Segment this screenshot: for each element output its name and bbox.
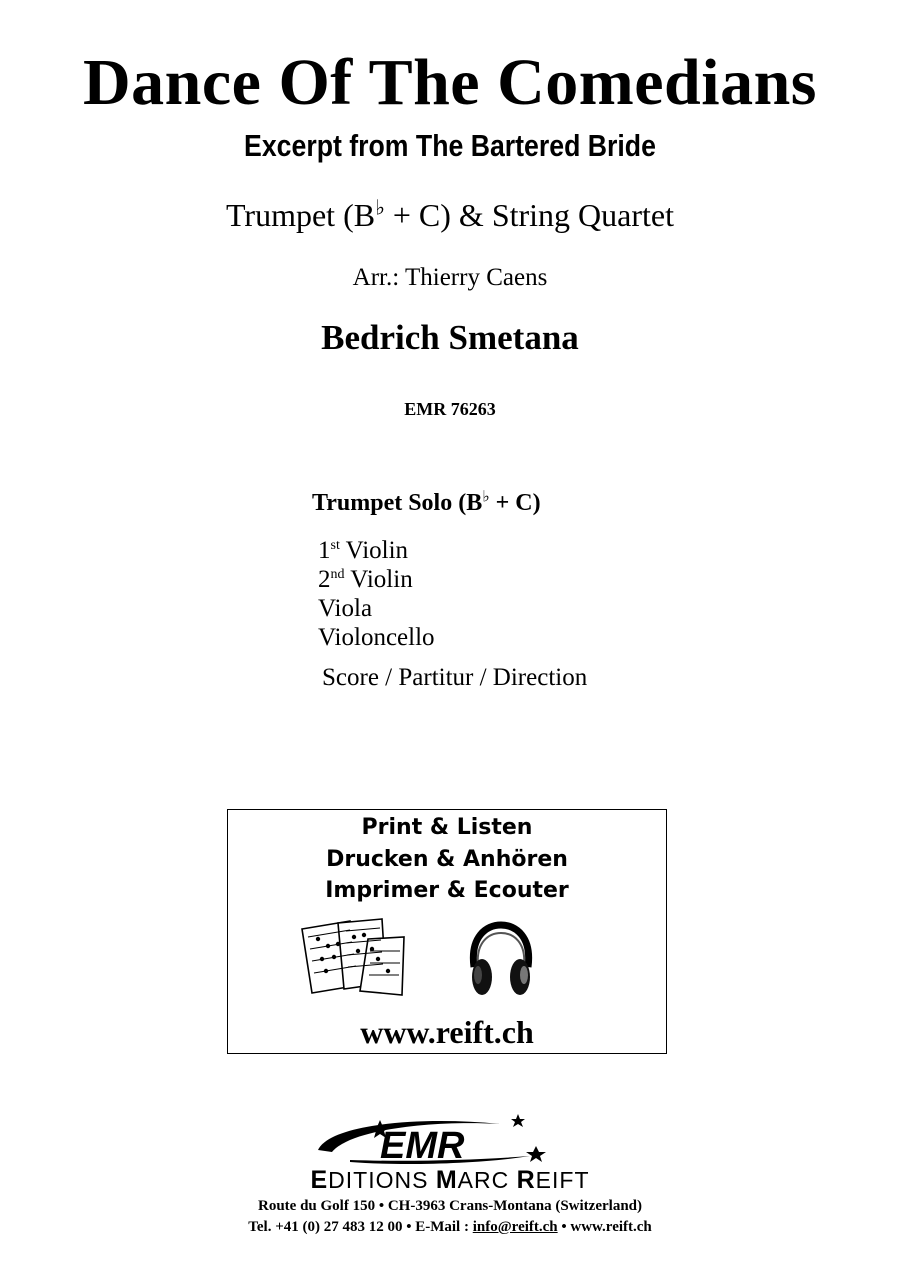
instrumentation-prefix: Trumpet (B: [226, 197, 376, 233]
publisher-web[interactable]: • www.reift.ch: [557, 1219, 652, 1235]
publisher-initial: R: [516, 1166, 536, 1194]
part-name: Violin: [344, 566, 413, 593]
emr-logo: [310, 1110, 550, 1166]
sheet-music-icon: [298, 915, 413, 997]
solo-prefix: Trumpet Solo (B: [312, 490, 483, 516]
publisher-tel: Tel. +41 (0) 27 483 12 00 • E-Mail :: [248, 1219, 473, 1235]
ordinal-suffix: nd: [330, 567, 345, 582]
instrumentation: [0, 196, 900, 233]
part-violin-1: [318, 536, 435, 565]
publisher-word: ARC: [457, 1167, 517, 1193]
flat-sign: ♭: [375, 196, 385, 220]
part-viola: Viola: [318, 595, 373, 622]
part-violin-2: [318, 565, 435, 594]
subtitle: Excerpt from The Bartered Bride: [244, 128, 656, 163]
publisher-initial: M: [435, 1166, 458, 1194]
print-listen-line-3: Imprimer & Ecouter: [325, 878, 569, 903]
part-number: 1: [318, 537, 331, 564]
part-name: Violin: [339, 537, 409, 564]
solo-suffix: + C): [489, 490, 541, 516]
page-title: Dance Of The Comedians: [83, 46, 817, 119]
publisher-word: DITIONS: [328, 1167, 436, 1193]
email-link[interactable]: info@reift.ch: [472, 1219, 558, 1235]
print-listen-line-2: Drucken & Anhören: [326, 847, 568, 872]
print-listen-line-1: Print & Listen: [361, 815, 533, 840]
catalog-number: EMR 76263: [404, 399, 496, 419]
headphones-icon: [466, 921, 536, 999]
publisher-address: Route du Golf 150 • CH-3963 Crans-Montana (Switzerland): [258, 1198, 642, 1214]
instrumentation-suffix: + C) & String Quartet: [384, 197, 674, 233]
flat-sign: ♭: [482, 488, 490, 506]
arranger: Arr.: Thierry Caens: [352, 264, 548, 291]
composer: Bedrich Smetana: [321, 318, 579, 357]
ordinal-suffix: st: [330, 538, 340, 553]
parts-list: [318, 536, 435, 652]
publisher-contact: [0, 1220, 900, 1235]
part-number: 2: [318, 566, 331, 593]
publisher-initial: E: [310, 1166, 329, 1194]
website-link[interactable]: www.reift.ch: [360, 1014, 534, 1050]
emr-logo-text: EMR: [380, 1125, 465, 1166]
part-score: Score / Partitur / Direction: [322, 664, 588, 691]
publisher-word: EIFT: [535, 1167, 590, 1193]
part-violoncello: Violoncello: [318, 624, 435, 651]
publisher-name: [0, 1168, 900, 1193]
part-trumpet-solo: [312, 488, 541, 516]
